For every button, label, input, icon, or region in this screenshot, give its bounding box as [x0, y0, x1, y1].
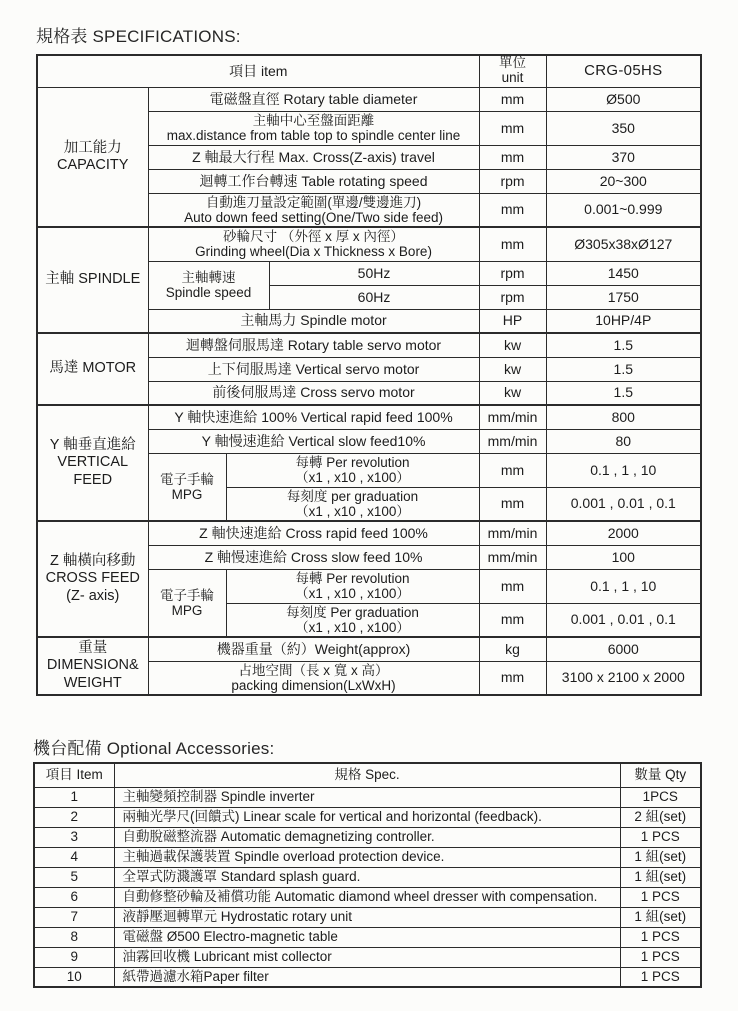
spec-header-model: CRG-05HS [546, 55, 701, 87]
acc-header-item: 項目 Item [34, 763, 114, 787]
spec-value: 0.1 , 1 , 10 [546, 453, 701, 487]
spec-item-line1: 每轉 Per revolution [295, 454, 410, 470]
spec-value: 0.001~0.999 [546, 193, 701, 227]
spec-value: 6000 [546, 637, 701, 661]
spec-header-item: 項目 item [37, 55, 479, 87]
spec-item-line2: （x1 , x10 , x100） [295, 503, 410, 519]
spec-value: 1.5 [546, 357, 701, 381]
acc-qty: 1 組(set) [620, 867, 701, 887]
spec-item [226, 453, 479, 487]
mpg-en: MPG [171, 486, 203, 502]
spec-unit: mm/min [479, 429, 546, 453]
mpg-cn: 電子手輪 [160, 587, 214, 603]
spec-item [226, 603, 479, 637]
accessory-row [34, 787, 701, 807]
spec-item-line2: （x1 , x10 , x100） [295, 619, 410, 635]
spec-item-line2: max.distance from table top to spindle center line [166, 128, 461, 143]
group-capacity-en: CAPACITY [57, 156, 129, 173]
acc-no: 7 [34, 907, 114, 927]
spec-value: 1750 [546, 285, 701, 309]
accessory-row [34, 947, 701, 967]
spec-value: 1.5 [546, 333, 701, 357]
acc-qty: 1 組(set) [620, 847, 701, 867]
accessory-row [34, 827, 701, 847]
acc-header-spec: 規格 Spec. [114, 763, 620, 787]
group-spindle-label: 主軸 SPINDLE [45, 271, 141, 288]
spec-item-line1: 每刻度 per graduation [286, 488, 419, 504]
spec-item [148, 227, 479, 261]
accessory-row [34, 887, 701, 907]
spec-value: 350 [546, 111, 701, 145]
spec-unit: kw [479, 333, 546, 357]
spec-value: 800 [546, 405, 701, 429]
acc-qty: 1 組(set) [620, 907, 701, 927]
spec-header-unit [479, 55, 546, 87]
spec-unit: mm [479, 87, 546, 111]
group-vertical-en2: FEED [73, 471, 113, 488]
group-weight-cn: 重量 [78, 640, 108, 657]
acc-no: 5 [34, 867, 114, 887]
accessory-row [34, 927, 701, 947]
acc-spec: 電磁盤 Ø500 Electro-magnetic table [114, 927, 620, 947]
acc-spec: 自動修整砂輪及補償功能 Automatic diamond wheel dresser with compensation. [114, 887, 620, 907]
spec-unit: HP [479, 309, 546, 333]
group-cross-en1: CROSS FEED [45, 570, 140, 587]
spec-value: 100 [546, 545, 701, 569]
spec-unit: mm [479, 487, 546, 521]
spec-item-line1: 每轉 Per revolution [295, 570, 410, 586]
spec-unit: mm [479, 227, 546, 261]
spec-item: 60Hz [269, 285, 479, 309]
group-vertical-cn: Y 軸垂直進給 [49, 437, 136, 454]
spec-unit: rpm [479, 285, 546, 309]
accessories-table [33, 762, 702, 988]
spindle-speed-en: Spindle speed [165, 285, 252, 300]
acc-spec: 全罩式防濺護罩 Standard splash guard. [114, 867, 620, 887]
accessories-title: 機台配備 Optional Accessories: [33, 739, 275, 758]
spec-value: 1.5 [546, 381, 701, 405]
spec-item-line1: 砂輪尺寸 （外徑 x 厚 x 內徑） [223, 229, 404, 245]
spec-value: Ø500 [546, 87, 701, 111]
acc-spec: 紙帶過濾水箱Paper filter [114, 967, 620, 987]
spec-unit: rpm [479, 169, 546, 193]
spec-item [226, 569, 479, 603]
spec-item [148, 661, 479, 695]
group-vertical-en1: VERTICAL [57, 454, 129, 471]
spindle-speed-label [148, 261, 269, 309]
group-capacity [37, 87, 148, 227]
acc-no: 6 [34, 887, 114, 907]
spec-item: Z 軸最大行程 Max. Cross(Z-axis) travel [148, 145, 479, 169]
acc-no: 2 [34, 807, 114, 827]
spec-value: 10HP/4P [546, 309, 701, 333]
spec-item-line2: Grinding wheel(Dia x Thickness x Bore) [195, 244, 432, 260]
acc-header-qty: 數量 Qty [620, 763, 701, 787]
acc-spec: 液靜壓迴轉單元 Hydrostatic rotary unit [114, 907, 620, 927]
spec-item: 迴轉工作台轉速 Table rotating speed [148, 169, 479, 193]
spec-header-unit-en: unit [501, 70, 524, 86]
acc-qty: 1 PCS [620, 887, 701, 907]
spec-unit: mm [479, 661, 546, 695]
specifications-table [36, 54, 702, 696]
group-cross-feed [37, 521, 148, 637]
acc-no: 8 [34, 927, 114, 947]
group-motor-label: 馬達 MOTOR [49, 360, 137, 377]
spec-unit: mm/min [479, 521, 546, 545]
spec-item: Z 軸快速進給 Cross rapid feed 100% [148, 521, 479, 545]
spec-value: 20~300 [546, 169, 701, 193]
spec-item: 上下伺服馬達 Vertical servo motor [148, 357, 479, 381]
spec-item [148, 193, 479, 227]
spec-item: 50Hz [269, 261, 479, 285]
spec-value: 0.1 , 1 , 10 [546, 569, 701, 603]
spec-unit: mm [479, 453, 546, 487]
acc-no: 3 [34, 827, 114, 847]
acc-qty: 1 PCS [620, 947, 701, 967]
acc-spec: 主軸過載保護裝置 Spindle overload protection device. [114, 847, 620, 867]
group-weight [37, 637, 148, 695]
spec-item-line2: （x1 , x10 , x100） [295, 586, 410, 601]
spec-value: 1450 [546, 261, 701, 285]
mpg-label-z [148, 569, 226, 637]
group-weight-en1: DIMENSION& [46, 657, 139, 674]
spec-unit: kw [479, 381, 546, 405]
accessory-row [34, 967, 701, 987]
spec-value: 370 [546, 145, 701, 169]
spindle-speed-cn: 主軸轉速 [181, 269, 236, 285]
acc-no: 4 [34, 847, 114, 867]
spec-unit: kg [479, 637, 546, 661]
mpg-en: MPG [171, 602, 203, 618]
spec-item: Y 軸慢速進給 Vertical slow feed10% [148, 429, 479, 453]
accessory-row [34, 907, 701, 927]
spec-item-line2: Auto down feed setting(One/Two side feed) [184, 209, 443, 225]
spec-unit: mm [479, 569, 546, 603]
spec-item-line2: （x1 , x10 , x100） [295, 470, 410, 485]
acc-qty: 1PCS [620, 787, 701, 807]
group-cross-en2: (Z- axis) [66, 587, 120, 604]
spec-unit: mm [479, 193, 546, 227]
group-capacity-cn: 加工能力 [63, 139, 122, 156]
spec-item-line2: packing dimension(LxWxH) [231, 677, 396, 693]
group-vertical-feed [37, 405, 148, 521]
spec-item: 主軸馬力 Spindle motor [148, 309, 479, 333]
acc-qty: 1 PCS [620, 967, 701, 987]
group-weight-en2: WEIGHT [63, 674, 122, 691]
spec-item: 機器重量（約）Weight(approx) [148, 637, 479, 661]
spec-unit: mm [479, 111, 546, 145]
spec-item-line1: 主軸中心至盤面距離 [252, 112, 375, 128]
spec-item: 前後伺服馬達 Cross servo motor [148, 381, 479, 405]
acc-no: 1 [34, 787, 114, 807]
acc-spec: 主軸變頻控制器 Spindle inverter [114, 787, 620, 807]
spec-unit: rpm [479, 261, 546, 285]
spec-item: Z 軸慢速進給 Cross slow feed 10% [148, 545, 479, 569]
spec-unit: mm/min [479, 545, 546, 569]
spec-unit: mm/min [479, 405, 546, 429]
acc-qty: 2 組(set) [620, 807, 701, 827]
spec-value: 2000 [546, 521, 701, 545]
acc-no: 10 [34, 967, 114, 987]
spec-item-line1: 自動進刀量設定範圍(單邊/雙邊進刀) [205, 194, 422, 210]
acc-spec: 兩軸光學尺(回饋式) Linear scale for vertical and horizontal (feedback). [114, 807, 620, 827]
spec-value: Ø305x38xØ127 [546, 227, 701, 261]
spec-value: 3100 x 2100 x 2000 [546, 661, 701, 695]
spec-item-line1: 占地空間（長 x 寬 x 高） [238, 662, 389, 678]
mpg-cn: 電子手輪 [160, 471, 214, 487]
spec-item: 電磁盤直徑 Rotary table diameter [148, 87, 479, 111]
group-spindle [37, 227, 148, 333]
acc-qty: 1 PCS [620, 927, 701, 947]
accessory-row [34, 807, 701, 827]
specifications-title: 規格表 SPECIFICATIONS: [36, 27, 241, 46]
acc-spec: 自動脫磁整流器 Automatic demagnetizing controller. [114, 827, 620, 847]
group-motor [37, 333, 148, 405]
acc-no: 9 [34, 947, 114, 967]
spec-item [226, 487, 479, 521]
group-cross-cn: Z 軸橫向移動 [50, 553, 136, 570]
spec-unit: kw [479, 357, 546, 381]
spec-value: 80 [546, 429, 701, 453]
spec-unit: mm [479, 603, 546, 637]
acc-spec: 油霧回收機 Lubricant mist collector [114, 947, 620, 967]
spec-item: 迴轉盤伺服馬達 Rotary table servo motor [148, 333, 479, 357]
accessory-row [34, 847, 701, 867]
spec-item-line1: 每刻度 Per graduation [286, 604, 419, 620]
acc-qty: 1 PCS [620, 827, 701, 847]
spec-item [148, 111, 479, 145]
mpg-label-y [148, 453, 226, 521]
spec-value: 0.001 , 0.01 , 0.1 [546, 487, 701, 521]
spec-header-unit-cn: 單位 [499, 55, 527, 71]
spec-item: Y 軸快速進給 100% Vertical rapid feed 100% [148, 405, 479, 429]
spec-value: 0.001 , 0.01 , 0.1 [546, 603, 701, 637]
spec-unit: mm [479, 145, 546, 169]
accessory-row [34, 867, 701, 887]
